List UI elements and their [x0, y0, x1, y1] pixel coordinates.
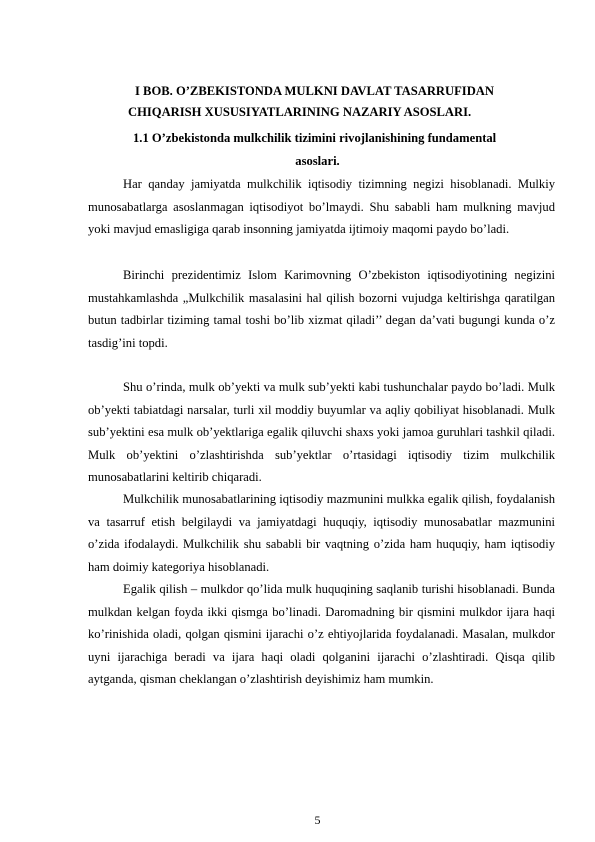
paragraph-text: Har qanday jamiyatda mulkchilik iqtisodiy tizimning negizi hisoblanadi. Mulkiy munosabatlarga asoslanmagan iqtisodiyot bo’lmaydi. Shu sababli ham mulkning mavjud yoki mavjud emasligiga qarab insonning jamiyatda ijtimoiy maqomi paydo bo’ladi. [88, 177, 555, 237]
paragraph [88, 578, 555, 691]
paragraph-text: Egalik qilish – mulkdor qo’lida mulk huquqining saqlanib turishi hisoblanadi. Bunda mulkdan kelgan foyda ikki qismga bo’linadi. Daromadning bir qismini mulkdor ijara haqi ko’rinishida oladi, qolgan qismini ijarachi o’z ehtiyojlarida foydalanadi. Masalan, mulkdor uyni ijarachiga beradi va ijara haqi oladi qolganini ijarachi o’zlashtiradi. Qisqa qilib aytganda, qisman cheklangan o’zlashtirish deyishimiz ham mumkin. [88, 582, 555, 687]
paragraph-text: Birinchi prezidentimiz Islom Karimovning O’zbekiston iqtisodiyotining negizini mustahkamlashda „Mulkchilik masalasini hal qilish bozorni vujudga keltirishga qaratilgan butun tadbirlar tiziming tamal toshi bo’lib xizmat qiladi’’ degan da’vati bugungi kunda o’z tasdig’ini topdi. [88, 268, 555, 350]
paragraph [88, 173, 555, 241]
paragraph-text: Shu o’rinda, mulk ob’yekti va mulk sub’yekti kabi tushunchalar paydo bo’ladi. Mulk ob’yekti tabiatdagi narsalar, turli xil moddiy buyumlar va aqliy qobiliyat hisoblanadi. Mulk sub’yektini esa mulk ob’yektlariga egalik qiluvchi shaxs yoki jamoa guruhlari tashkil qiladi. Mulk ob’yektini o’zlashtirishda sub’yektlar o’rtasidagi iqtisodiy tizim mulkchilik munosabatlarini keltirib chiqaradi. [88, 380, 555, 485]
paragraph [88, 264, 555, 354]
chapter-title-line-1: I BOB. O’ZBEKISTONDA MULKNI DAVLAT TASARRUFIDAN [135, 84, 494, 98]
chapter-title-line-2: CHIQARISH XUSUSIYATLARINING NAZARIY ASOSLARI. [128, 105, 472, 119]
section-title-line-1: 1.1 O’zbekistonda mulkchilik tizimini rivojlanishining fundamental [133, 131, 497, 145]
paragraph [88, 376, 555, 489]
paragraph-text: Mulkchilik munosabatlarining iqtisodiy mazmunini mulkka egalik qilish, foydalanish va tasarruf etish belgilaydi va jamiyatdagi huquqiy, iqtisodiy munosabatlar mazmunini o’zida ifodalaydi. Mulkchilik shu sababli bir vaqtning o’zida ham huquqiy, ham iqtisodiy ham doimiy kategoriya hisoblanadi. [88, 492, 555, 574]
section-title-line-2: asoslari. [295, 154, 340, 168]
paragraph [88, 488, 555, 578]
page-number: 5 [314, 813, 321, 827]
